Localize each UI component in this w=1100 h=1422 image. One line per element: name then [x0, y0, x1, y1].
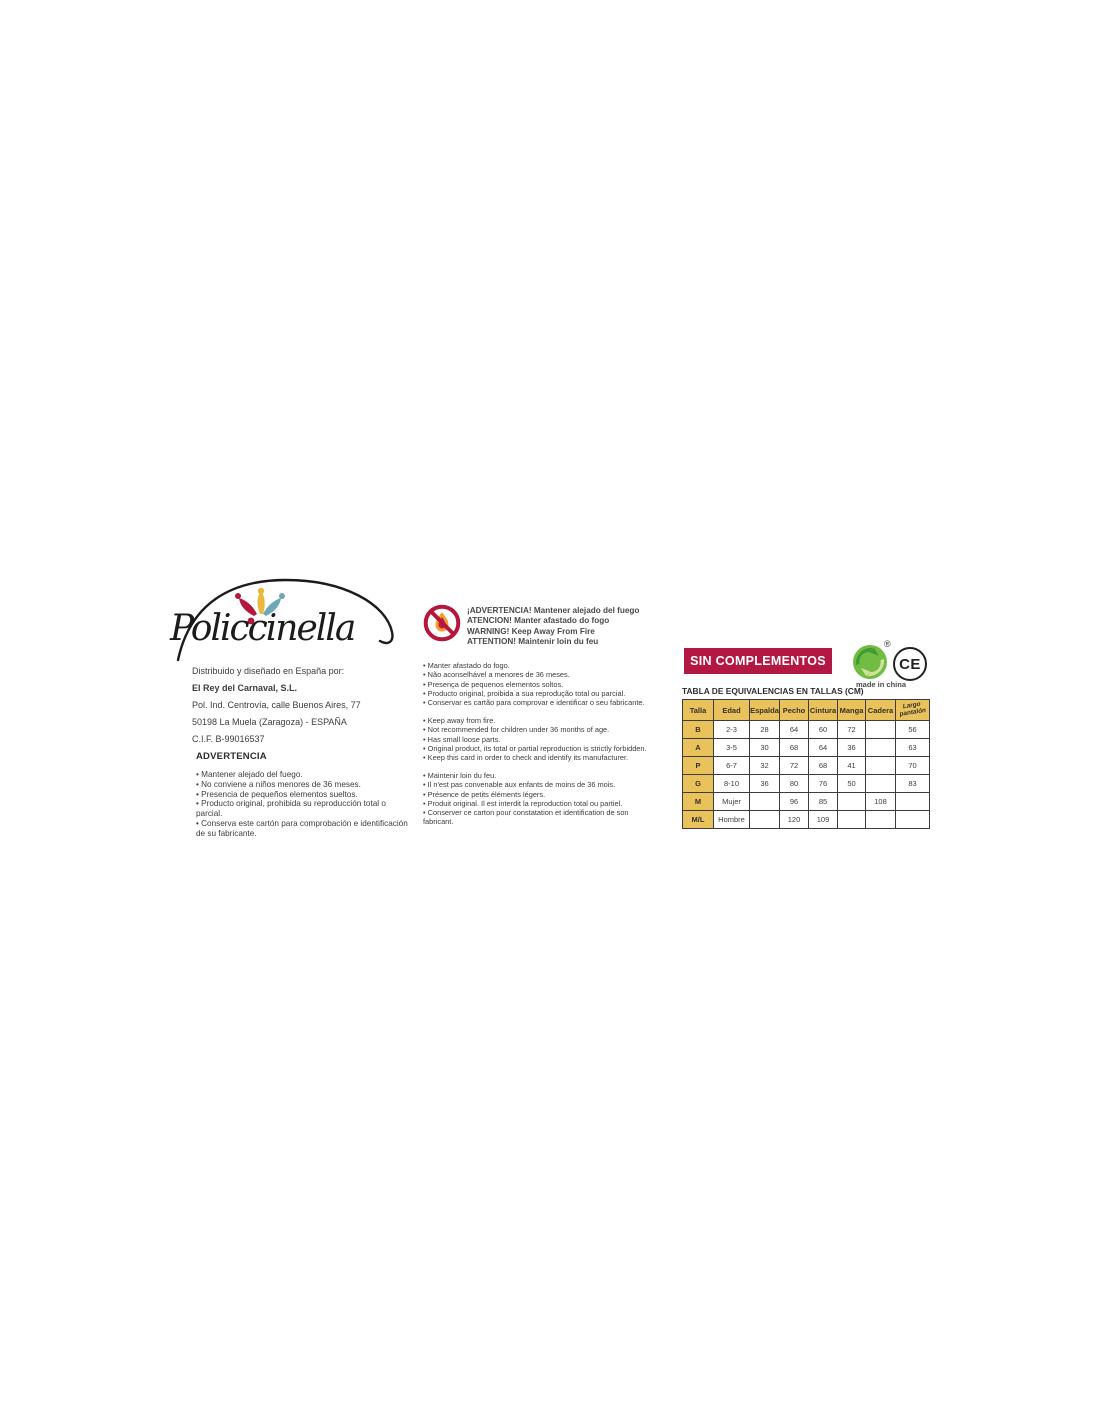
- table-cell: 83: [896, 775, 930, 793]
- brand-logo: [168, 576, 400, 668]
- table-cell: 76: [809, 775, 838, 793]
- table-header-cell-label: Largo pantalón: [899, 701, 927, 719]
- distributor-block: [192, 666, 417, 751]
- table-cell: [838, 793, 866, 811]
- list-item: • Presencia de pequeños elementos sueltos.: [196, 789, 358, 799]
- table-cell: 80: [780, 775, 809, 793]
- warning-section-es: [196, 751, 410, 839]
- table-cell: [896, 793, 930, 811]
- list-item: • Mantener alejado del fuego.: [196, 770, 303, 779]
- table-cell: 41: [838, 757, 866, 775]
- table-cell: 8-10: [714, 775, 750, 793]
- list-item: • No conviene a niños menores de 36 meses.: [196, 779, 361, 789]
- table-cell: [750, 811, 780, 829]
- table-cell: [896, 811, 930, 829]
- size-table: [682, 699, 930, 829]
- table-row: [683, 721, 930, 739]
- table-header-cell: Cadera: [866, 700, 896, 721]
- table-row: [683, 793, 930, 811]
- table-header-cell: Pecho: [780, 700, 809, 721]
- fire-warning-line: ATTENTION! Maintenir loin du feu: [467, 637, 599, 647]
- distributor-name: El Rey del Carnaval, S.L.: [192, 683, 298, 693]
- table-header-cell: Edad: [714, 700, 750, 721]
- table-cell: 6-7: [714, 757, 750, 775]
- list-item: • Il n'est pas convenable aux enfants de moins de 36 mois.: [423, 780, 616, 790]
- table-cell: 30: [750, 739, 780, 757]
- table-cell: [866, 721, 896, 739]
- table-cell: [838, 811, 866, 829]
- distributor-cif: C.I.F. B-99016537: [192, 734, 265, 744]
- advertencia-title: ADVERTENCIA: [196, 751, 267, 762]
- table-cell: Hombre: [714, 811, 750, 829]
- distributor-address-line1: Pol. Ind. Centrovía, calle Buenos Aires, 77: [192, 700, 361, 710]
- table-cell: Mujer: [714, 793, 750, 811]
- list-item: • Has small loose parts.: [423, 734, 501, 744]
- table-cell: 96: [780, 793, 809, 811]
- table-cell: [866, 739, 896, 757]
- list-item: • Conserva este cartón para comprobación e identificación de su fabricante.: [196, 818, 408, 838]
- table-header-cell: [896, 700, 930, 721]
- sin-complementos-banner: SIN COMPLEMENTOS: [684, 648, 832, 674]
- table-cell: B: [683, 721, 714, 739]
- list-item: • Produit original. Il est interdit la reproduction total ou partiel.: [423, 798, 623, 808]
- table-cell: 64: [780, 721, 809, 739]
- table-cell: 72: [838, 721, 866, 739]
- list-item: • Not recommended for children under 36 months of age.: [423, 725, 610, 735]
- list-item: • Conserver ce carton pour constatation et identification de son fabricant.: [423, 808, 629, 827]
- table-cell: 68: [809, 757, 838, 775]
- table-header-row: [683, 700, 930, 721]
- list-item: • Producto original, proibida a sua reprodução total ou parcial.: [423, 688, 626, 698]
- registered-trademark-icon: ®: [884, 639, 891, 649]
- table-cell: 60: [809, 721, 838, 739]
- table-cell: 120: [780, 811, 809, 829]
- table-cell: 108: [866, 793, 896, 811]
- table-cell: [750, 793, 780, 811]
- size-table-title: TABLA DE EQUIVALENCIAS EN TALLAS (CM): [682, 686, 864, 696]
- list-item: • Présence de petits éléments légers.: [423, 789, 546, 799]
- table-row: [683, 775, 930, 793]
- table-cell: 72: [780, 757, 809, 775]
- list-item: • Producto original, prohibida su reproducción total o parcial.: [196, 799, 386, 819]
- table-cell: 32: [750, 757, 780, 775]
- list-item: • Não aconselhável a menores de 36 meses.: [423, 670, 570, 680]
- fire-warning-line: ATENCION! Manter afastado do fogo: [467, 616, 610, 626]
- fire-warning-lines: [467, 606, 682, 648]
- table-cell: 64: [809, 739, 838, 757]
- table-header-cell: Manga: [838, 700, 866, 721]
- warning-list-en: [423, 716, 660, 762]
- warning-list-fr: [423, 771, 660, 827]
- made-in-china-label: made in china: [856, 680, 907, 689]
- table-cell: M: [683, 793, 714, 811]
- list-item: • Keep this card in order to check and identify its manufacturer.: [423, 753, 629, 763]
- list-item: • Maintenir loin du feu.: [423, 771, 497, 780]
- table-cell: 3-5: [714, 739, 750, 757]
- table-cell: 36: [750, 775, 780, 793]
- table-header-cell: Espalda: [750, 700, 780, 721]
- list-item: • Manter afastado do fogo.: [423, 661, 510, 670]
- table-row: [683, 739, 930, 757]
- table-cell: M/L: [683, 811, 714, 829]
- table-cell: 28: [750, 721, 780, 739]
- table-cell: [866, 775, 896, 793]
- table-cell: 85: [809, 793, 838, 811]
- table-cell: 70: [896, 757, 930, 775]
- table-cell: 63: [896, 739, 930, 757]
- list-item: • Original product, its total or partial reproduction is strictly forbidden.: [423, 743, 647, 753]
- table-header-cell: Talla: [683, 700, 714, 721]
- table-cell: 56: [896, 721, 930, 739]
- ce-mark-icon: CE: [893, 647, 927, 681]
- table-cell: [866, 757, 896, 775]
- list-item: • Presença de pequenos elementos soltos.: [423, 679, 564, 689]
- green-dot-recycling-icon: [852, 644, 888, 680]
- fire-warning-line: ¡ADVERTENCIA! Mantener alejado del fuego: [467, 606, 640, 615]
- warning-list-pt: [423, 661, 660, 707]
- warning-list-es: [196, 770, 410, 839]
- brand-name: Policcinella: [170, 608, 355, 649]
- table-cell: G: [683, 775, 714, 793]
- distributor-address-line2: 50198 La Muela (Zaragoza) - ESPAÑA: [192, 717, 347, 727]
- table-header-cell: Cintura: [809, 700, 838, 721]
- list-item: • Conservar es cartão para comprovar e identificar o seu fabricante.: [423, 698, 645, 708]
- fire-warning-line: WARNING! Keep Away From Fire: [467, 626, 595, 636]
- table-cell: 2-3: [714, 721, 750, 739]
- table-cell: P: [683, 757, 714, 775]
- table-cell: 109: [809, 811, 838, 829]
- list-item: • Keep away from fire.: [423, 716, 496, 725]
- table-cell: 50: [838, 775, 866, 793]
- table-row: [683, 757, 930, 775]
- table-row: [683, 811, 930, 829]
- table-cell: 36: [838, 739, 866, 757]
- table-cell: 68: [780, 739, 809, 757]
- table-cell: [866, 811, 896, 829]
- distributor-intro: Distribuido y diseñado en España por:: [192, 666, 345, 676]
- no-fire-icon: [423, 604, 461, 642]
- table-cell: A: [683, 739, 714, 757]
